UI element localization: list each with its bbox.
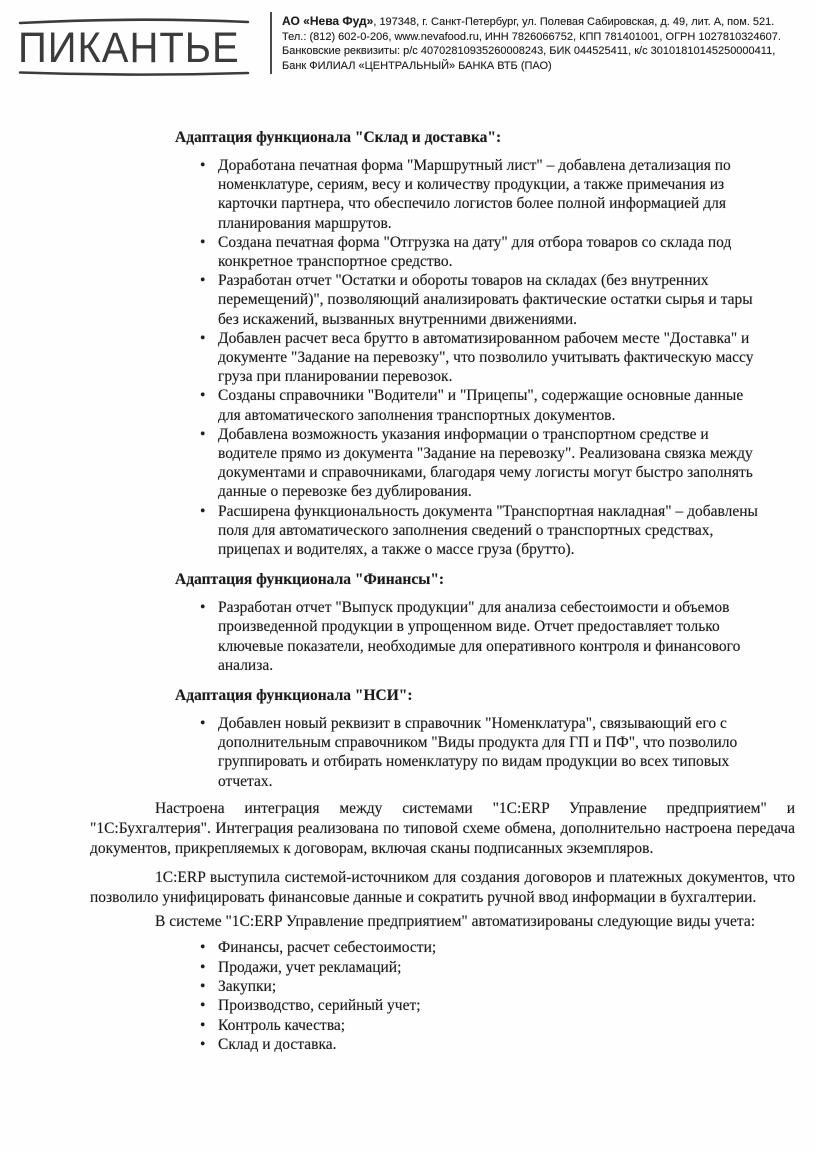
section-title-finansy: Адаптация функционала "Финансы":: [175, 571, 445, 589]
bullet-list-sklad-dostavka: [198, 156, 763, 559]
paragraph-integration: Настроена интеграция между системами "1С:ERP Управление предприятием" и "1С:Бухгалтерия". Интеграция реализована по типовой схеме обмена, дополнительно настроена передача документов, прикрепляемых к договорам, включая сканы подписанных экземпляров.: [90, 799, 795, 858]
list-item: • Производство, серийный учет;: [198, 996, 763, 1015]
list-item: • Добавлена возможность указания информации о транспортном средстве и водителе прямо из документа "Задание на перевозку". Реализована связка между документами и справочниками, благодаря чему логисты могут быстро заполнять данные о перевозке без дублирования.: [198, 425, 763, 502]
list-item: • Склад и доставка.: [198, 1035, 763, 1054]
company-bank-details-line: Банковские реквизиты: р/с 40702810935260008243, БИК 044525411, к/с 30101810145250000411,: [282, 45, 776, 58]
logo-top-rule-icon: [18, 16, 250, 25]
company-contacts-line: Тел.: (812) 602-0-206, www.nevafood.ru, ИНН 7826066752, КПП 781401001, ОГРН 1027810324607.: [282, 30, 781, 43]
list-item: • Созданы справочники "Водители" и "Прицепы", содержащие основные данные для автоматического заполнения транспортных документов.: [198, 386, 763, 424]
letterhead: [0, 0, 815, 82]
section-title-sklad-dostavka: Адаптация функционала "Склад и доставка":: [175, 129, 502, 146]
logo-wordmark: ПИКАНТЬЕ: [18, 24, 240, 72]
list-item: • Добавлен расчет веса брутто в автоматизированном рабочем месте "Доставка" и документе "Задание на перевозку", что позволило учитывать фактическую массу груза при планировании перевозок.: [198, 329, 763, 387]
bullet-list-nsi: [198, 714, 763, 791]
list-item: • Закупки;: [198, 977, 763, 996]
bullet-list-finansy: [198, 598, 763, 675]
company-logo: [16, 10, 264, 79]
section-title-nsi: Адаптация функционала "НСИ":: [175, 687, 413, 705]
list-item: • Финансы, расчет себестоимости;: [198, 938, 763, 957]
document-body: [0, 82, 815, 1055]
accounting-types-list: [198, 938, 763, 1054]
list-item: • Продажи, учет рекламаций;: [198, 958, 763, 977]
list-item: • Расширена функциональность документа "Транспортная накладная" – добавлены поля для автоматического заполнения сведений о транспортных средствах, прицепах и водителях, а также о массе груза (брутто).: [198, 502, 763, 560]
company-bank-name-line: Банк ФИЛИАЛ «ЦЕНТРАЛЬНЫЙ» БАНКА ВТБ (ПАО): [282, 59, 552, 72]
company-address: , 197348, г. Санкт-Петербург, ул. Полевая Сабировская, д. 49, лит. А, пом. 521.: [373, 16, 775, 28]
list-item: • Контроль качества;: [198, 1016, 763, 1035]
list-item: • Разработан отчет "Остатки и обороты товаров на складах (без внутренних перемещений)", позволяющий анализировать фактические остатки сырья и тары без искажений, вызванных внутренними движениями.: [198, 271, 763, 329]
list-item: • Доработана печатная форма "Маршрутный лист" – добавлена детализация по номенклатуре, сериям, весу и количеству продукции, а также примечания из карточки партнера, что обеспечило логистов более полной информацией для планирования маршрутов.: [198, 156, 763, 233]
list-item: • Добавлен новый реквизит в справочник "Номенклатура", связывающий его с дополнительным справочником "Виды продукта для ГП и ПФ", что позволило группировать и отбирать номенклатуру по видам продукции во всех типовых отчетах.: [198, 714, 763, 791]
company-address-line: [282, 14, 781, 30]
list-item: • Создана печатная форма "Отгрузка на дату" для отбора товаров со склада под конкретное транспортное средство.: [198, 233, 763, 271]
list-item: • Разработан отчет "Выпуск продукции" для анализа себестоимости и объемов произведенной продукции в упрощенном виде. Отчет предоставляет только ключевые показатели, необходимые для оперативного контроля и финансового анализа.: [198, 598, 763, 675]
company-info-block: [272, 10, 787, 73]
paragraph-accounting-intro: В системе "1С:ERP Управление предприятием" автоматизированы следующие виды учета:: [155, 912, 756, 930]
company-name: АО «Нева Фуд»: [282, 14, 374, 28]
paragraph-erp-source: 1С:ERP выступила системой-источником для создания договоров и платежных документов, что позволило унифицировать финансовые данные и сократить ручной ввод информации в бухгалтерии.: [90, 868, 795, 906]
